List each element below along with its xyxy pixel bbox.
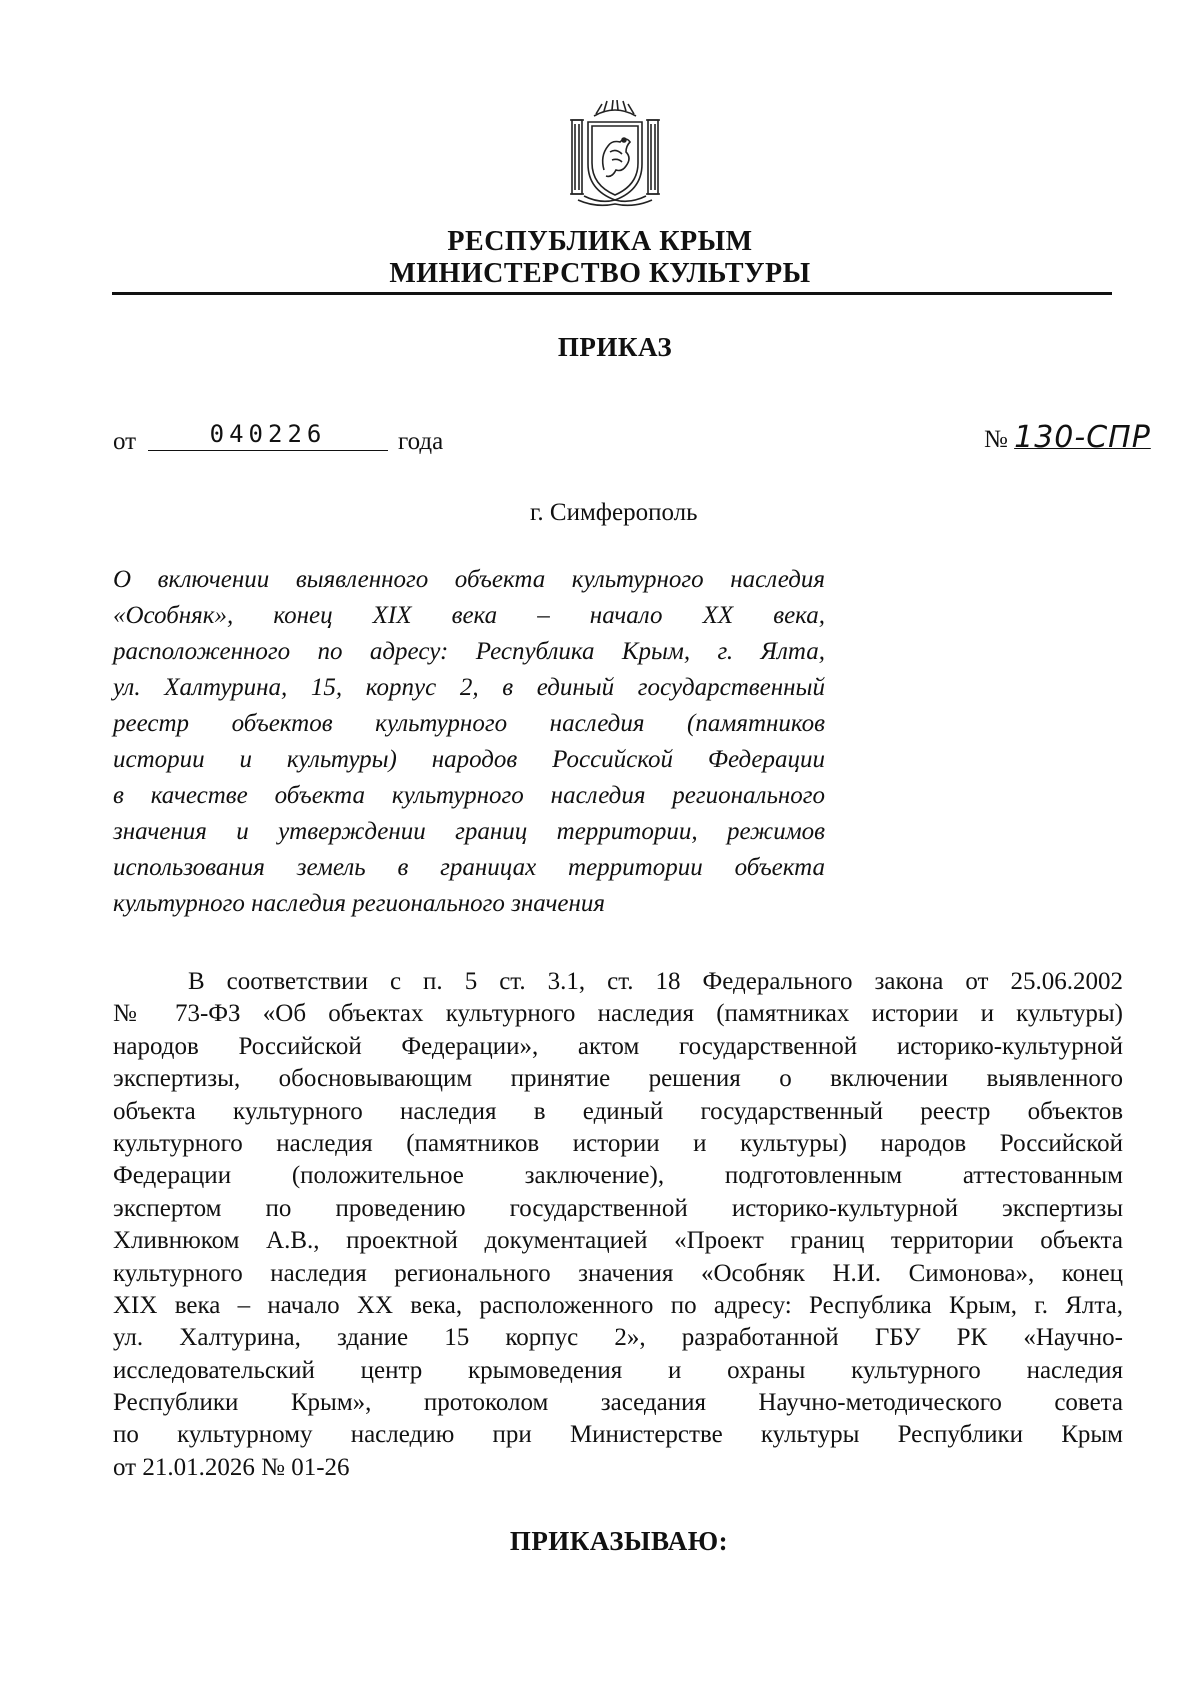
subject-line: расположенного по адресу: Республика Крым, г. Ялта, <box>113 638 825 665</box>
subject-line: реестр объектов культурного наследия (памятников <box>113 710 825 737</box>
body-line: Федерации (положительное заключение), подготовленным аттестованным <box>113 1162 1123 1190</box>
subject-line: О включении выявленного объекта культурного наследия <box>113 566 825 593</box>
body-line: культурного наследия регионального значения «Особняк Н.И. Симонова», конец <box>113 1259 1123 1287</box>
year-label: года <box>398 428 444 455</box>
body-line: культурного наследия (памятников истории и культуры) народов Российской <box>113 1129 1123 1157</box>
body-line: XIX века – начало XX века, расположенного по адресу: Республика Крым, г. Ялта, <box>113 1291 1123 1319</box>
header-divider <box>112 292 1112 295</box>
body-line: по культурному наследию при Министерстве культуры Республики Крым <box>113 1421 1123 1449</box>
date-field <box>148 420 388 451</box>
body-line: объекта культурного наследия в единый государственный реестр объектов <box>113 1097 1123 1125</box>
body-line: В соответствии с п. 5 ст. 3.1, ст. 18 Федерального закона от 25.06.2002 <box>188 968 1123 995</box>
body-line: № 73-ФЗ «Об объектах культурного наследия (памятниках истории и культуры) <box>113 1000 1123 1028</box>
body-line: исследовательский центр крымоведения и охраны культурного наследия <box>113 1356 1123 1384</box>
body-line: Хливнюком А.В., проектной документацией «Проект границ территории объекта <box>113 1227 1123 1255</box>
order-heading: ПРИКАЗЫВАЮ: <box>509 1526 729 1556</box>
date-value: 040226 <box>209 420 327 448</box>
body-paragraph <box>113 966 1123 1484</box>
document-subject <box>113 562 825 922</box>
number-label: № <box>984 426 1008 453</box>
subject-line: «Особняк», конец XIX века – начало XX века, <box>113 602 825 629</box>
subject-line: использования земель в границах территории объекта <box>113 854 825 881</box>
document-type: ПРИКАЗ <box>557 332 673 362</box>
body-line: экспертизы, обосновывающим принятие решения о включении выявленного <box>113 1065 1123 1093</box>
subject-line: ул. Халтурина, 15, корпус 2, в единый государственный <box>113 674 825 701</box>
city: г. Симферополь <box>530 499 698 526</box>
body-line: народов Российской Федерации», актом государственной историко-культурной <box>113 1032 1123 1060</box>
from-label: от <box>113 428 137 455</box>
body-line: Республики Крым», протоколом заседания Научно-методического совета <box>113 1389 1123 1417</box>
subject-line: истории и культуры) народов Российской Федерации <box>113 746 825 773</box>
body-line: ул. Халтурина, здание 15 корпус 2», разработанной ГБУ РК «Научно- <box>113 1324 1123 1352</box>
number-row <box>984 420 1151 455</box>
crimea-coat-of-arms-icon <box>566 100 664 212</box>
body-line: от 21.01.2026 № 01-26 <box>113 1453 350 1481</box>
number-value: 130-СПР <box>1014 420 1151 455</box>
body-line: экспертом по проведению государственной историко-культурной экспертизы <box>113 1194 1123 1222</box>
subject-line: в качестве объекта культурного наследия регионального <box>113 782 825 809</box>
subject-line: культурного наследия регионального значения <box>113 890 605 917</box>
ministry-title: МИНИСТЕРСТВО КУЛЬТУРЫ <box>389 258 811 289</box>
republic-title: РЕСПУБЛИКА КРЫМ <box>447 226 753 257</box>
subject-line: значения и утверждении границ территории, режимов <box>113 818 825 845</box>
